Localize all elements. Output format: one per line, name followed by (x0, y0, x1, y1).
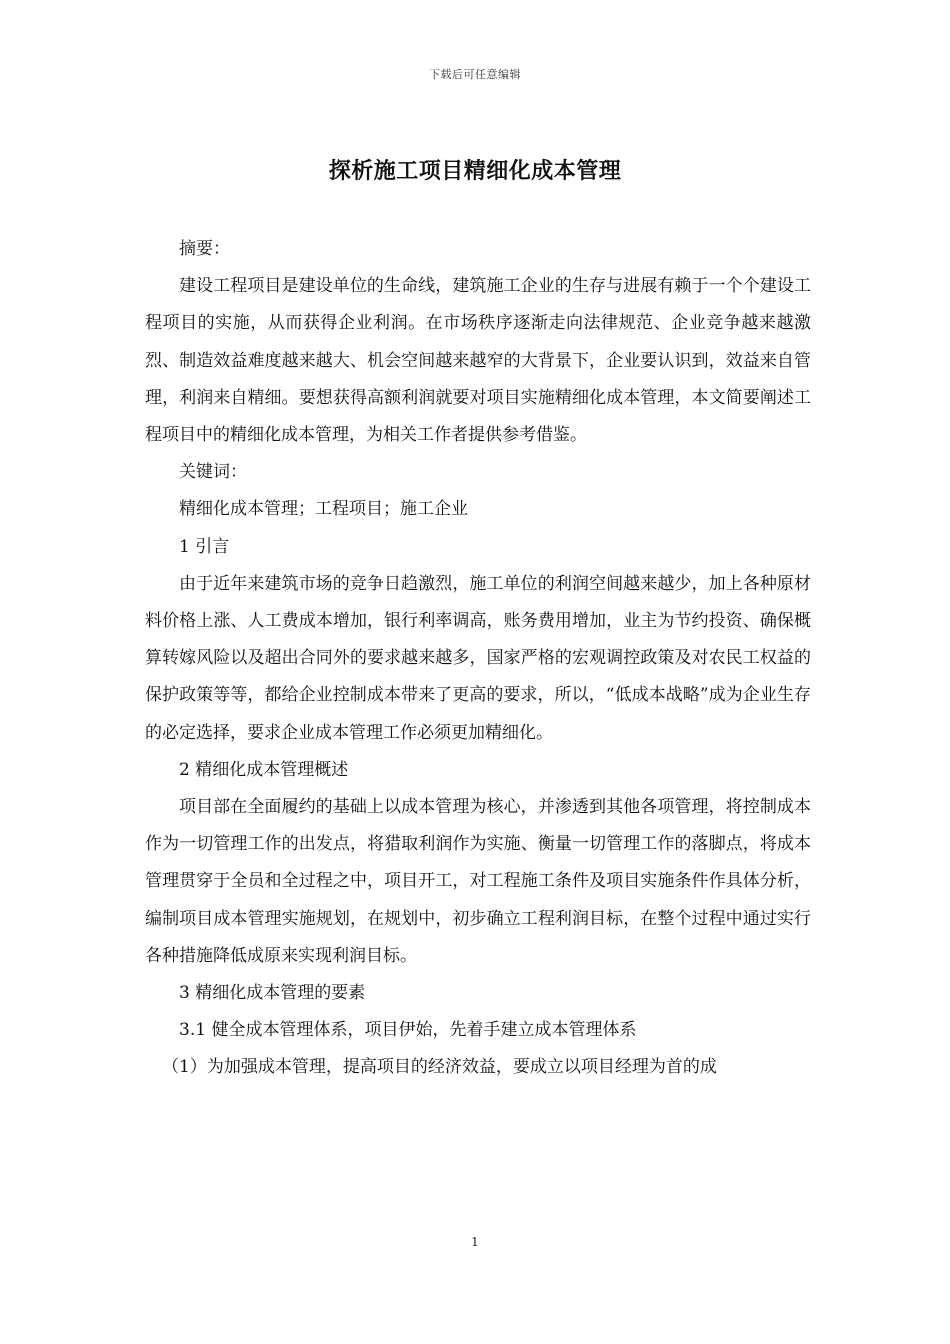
abstract-label: 摘要： (179, 239, 230, 259)
section-2-paragraph: 项目部在全面履约的基础上以成本管理为核心，并渗透到其他各项管理，将控制成本作为一切管理工作的出发点，将猎取利润作为实施、衡量一切管理工作的落脚点，将成本管理贯穿于全员和全过程之中，项目开工，对工程施工条件及项目实施条件作具体分析，编制项目成本管理实施规划，在规划中，初步确立工程利润目标，在整个过程中通过实行各种措施降低成原来实现利润目标。 (145, 797, 811, 966)
document-body (145, 231, 811, 1087)
subsection-heading-3-1: 3.1 健全成本管理体系，项目伊始，先着手建立成本管理体系 (179, 1020, 637, 1041)
section-heading-3: 3 精细化成本管理的要素 (179, 983, 366, 1004)
keywords-label: 关键词： (179, 462, 247, 483)
list-item-1: （1）为加强成本管理，提高项目的经济效益，要成立以项目经理为首的成 (162, 1057, 717, 1078)
section-1-paragraph: 由于近年来建筑市场的竞争日趋激烈，施工单位的利润空间越来越少，加上各种原材料价格上涨、人工费成本增加，银行利率调高，账务费用增加，业主为节约投资、确保概算转嫁风险以及超出合同外的要求越来越多，国家严格的宏观调控政策及对农民工权益的保护政策等等，都给企业控制成本带来了更高的要求，所以，“低成本战略”成为企业生存的必定选择，要求企业成本管理工作必须更加精细化。 (145, 573, 811, 743)
header-note: 下载后可任意编辑 (429, 68, 521, 81)
document-title: 探析施工项目精细化成本管理 (328, 159, 622, 184)
page-number: 1 (471, 1235, 479, 1249)
section-heading-1: 1 引言 (179, 536, 230, 557)
keywords-text: 精细化成本管理；工程项目；施工企业 (179, 499, 468, 520)
abstract-paragraph: 建设工程项目是建设单位的生命线，建筑施工企业的生存与进展有赖于一个个建设工程项目的实施，从而获得企业利润。在市场秩序逐渐走向法律规范、企业竞争越来越激烈、制造效益难度越来越大、机会空间越来越窄的大背景下，企业要认识到，效益来自管理，利润来自精细。要想获得高额利润就要对项目实施精细化成本管理，本文简要阐述工程项目中的精细化成本管理，为相关工作者提供参考借鉴。 (145, 276, 811, 446)
section-heading-2: 2 精细化成本管理概述 (179, 759, 349, 780)
